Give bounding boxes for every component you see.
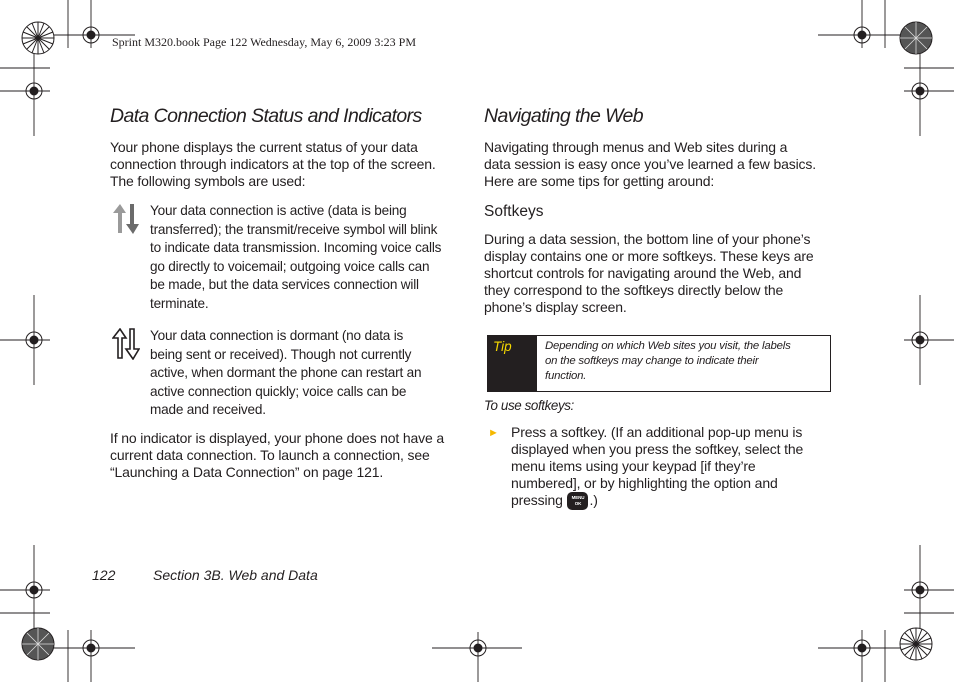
step-line: Press a softkey. (If an additional pop-up menu is	[511, 424, 803, 440]
left-outro	[110, 430, 470, 481]
right-heading: Navigating the Web	[484, 105, 644, 127]
softkeys-line: During a data session, the bottom line of your phone’s	[484, 231, 811, 247]
left-outro-line: current data connection. To launch a connection, see	[110, 447, 430, 463]
left-outro-line: “Launching a Data Connection” on page 121.	[110, 464, 384, 480]
softkeys-line: shortcut controls for navigating around the Web, and	[484, 265, 802, 281]
tip-line: function.	[545, 370, 587, 382]
left-intro-line: connection through indicators at the top of the screen.	[110, 156, 436, 172]
step-bullet-icon: ►	[488, 427, 499, 439]
footer-page-number: 122	[92, 567, 116, 583]
left-heading: Data Connection Status and Indicators	[110, 105, 422, 127]
right-intro-line: Navigating through menus and Web sites during a	[484, 139, 788, 155]
indicator-line: to indicate data transmission. Incoming voice calls	[150, 240, 442, 256]
right-intro-line: data session is easy once you’ve learned a few basics.	[484, 156, 816, 172]
right-intro	[484, 139, 844, 190]
indicator-line: made and received.	[150, 402, 266, 418]
indicator-line: transferred); the transmit/receive symbol will blink	[150, 221, 438, 237]
indicator-line: being sent or received). Though not currently	[150, 346, 412, 362]
data-transmit-arrows-icon	[112, 203, 140, 235]
data-dormant-arrows-icon	[112, 328, 140, 360]
indicator-active-description	[150, 202, 470, 314]
softkeys-line: display contains one or more softkeys. These keys are	[484, 248, 814, 264]
indicator-line: go directly to voicemail; outgoing voice calls can	[150, 258, 430, 274]
indicator-line: terminate.	[150, 295, 209, 311]
softkeys-paragraph	[484, 231, 844, 316]
left-intro	[110, 139, 470, 190]
step-close-paren: .)	[589, 492, 598, 508]
step-line: menu items using your keypad [if they’re	[511, 458, 756, 474]
tip-label-bar	[488, 336, 537, 391]
left-outro-line: If no indicator is displayed, your phone does not have a	[110, 430, 445, 446]
tip-text	[545, 339, 825, 384]
key-label-bottom: OK	[574, 501, 582, 506]
tip-label: Tip	[493, 339, 512, 354]
left-intro-line: Your phone displays the current status of your data	[110, 139, 418, 155]
softkeys-subheading: Softkeys	[484, 203, 544, 220]
indicator-line: be made, but the data services connection will	[150, 277, 419, 293]
softkeys-line: they correspond to the softkeys directly below the	[484, 282, 784, 298]
menu-ok-key-icon	[567, 492, 588, 510]
step-last-line	[511, 492, 841, 510]
step-pressing: pressing	[511, 492, 563, 508]
indicator-line: Your data connection is dormant (no data is	[150, 328, 404, 343]
step-line: numbered], or by highlighting the option and	[511, 475, 778, 491]
step-text	[511, 424, 841, 510]
steps-intro: To use softkeys:	[484, 398, 574, 413]
indicator-dormant-description	[150, 327, 470, 420]
footer-section: Section 3B. Web and Data	[153, 567, 318, 583]
indicator-line: active, when dormant the phone can restart an	[150, 365, 422, 381]
indicator-line: Your data connection is active (data is being	[150, 203, 407, 218]
step-line: displayed when you press the softkey, select the	[511, 441, 804, 457]
tip-line: on the softkeys may change to indicate their	[545, 355, 759, 367]
page-header: Sprint M320.book Page 122 Wednesday, May 6, 2009 3:23 PM	[112, 35, 417, 49]
right-intro-line: Here are some tips for getting around:	[484, 173, 715, 189]
left-intro-line: The following symbols are used:	[110, 173, 306, 189]
tip-line: Depending on which Web sites you visit, the labels	[545, 340, 791, 352]
key-label-top: MENU	[571, 495, 585, 500]
tip-box	[487, 335, 831, 392]
softkeys-line: phone’s display screen.	[484, 299, 627, 315]
indicator-line: active connection quickly; voice calls can be	[150, 383, 407, 399]
